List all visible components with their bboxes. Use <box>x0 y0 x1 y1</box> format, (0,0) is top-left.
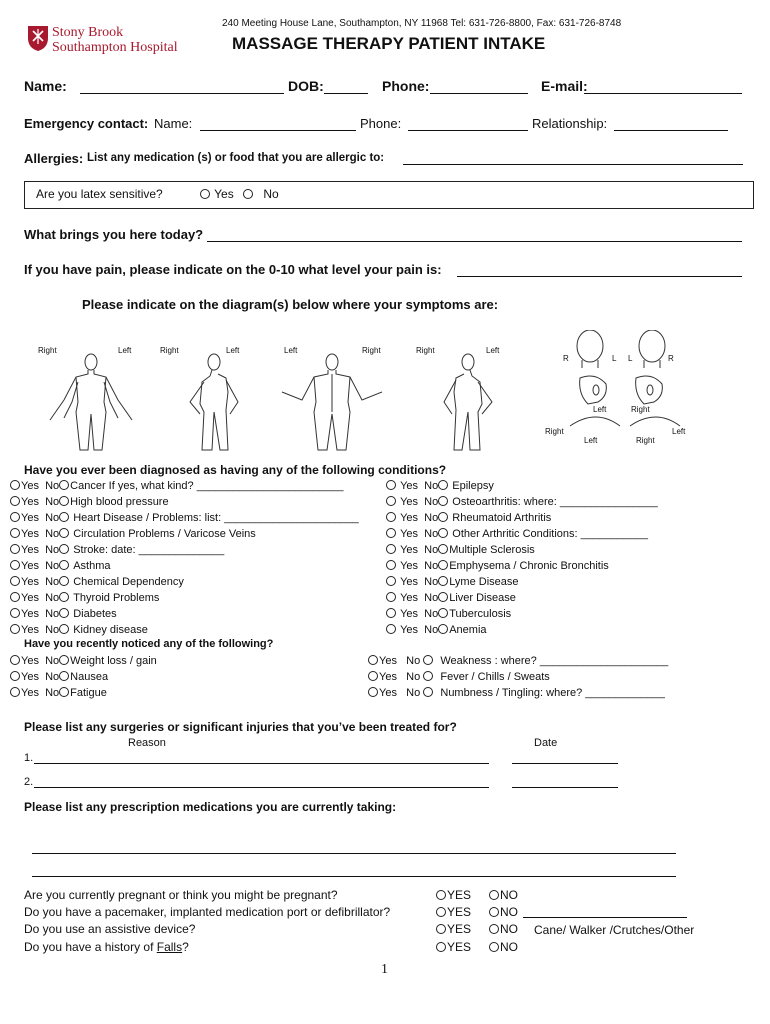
condition-asthma: Asthma <box>73 560 111 572</box>
pain-level-field[interactable] <box>457 276 742 277</box>
latex-no-label: No <box>263 187 279 201</box>
condition-row-left: Yes No Thyroid Problems <box>10 591 159 606</box>
condition-row-right: Yes No Anemia <box>386 623 487 638</box>
recent-weakness: Weakness : where? _____________________ <box>440 655 669 667</box>
assistive-no-radio[interactable] <box>489 924 499 934</box>
condition-row-left: Yes No Circulation Problems / Varicose Veins <box>10 527 256 542</box>
recent-no-radio[interactable] <box>59 687 69 697</box>
assistive-device-options: Cane/ Walker /Crutches/Other <box>534 923 695 937</box>
condition-no-radio[interactable] <box>438 480 448 490</box>
recent-yes-radio[interactable] <box>368 671 378 681</box>
emergency-phone-field[interactable] <box>408 130 528 131</box>
condition-multiple-sclerosis: Multiple Sclerosis <box>449 544 535 556</box>
jaw2-right-label: Right <box>636 436 655 445</box>
pain-level-label: If you have pain, please indicate on the 0-10 what level your pain is: <box>24 262 442 277</box>
recent-fatigue: Fatigue <box>70 687 107 699</box>
emergency-phone-label: Phone: <box>360 116 402 131</box>
condition-no-radio[interactable] <box>59 528 69 538</box>
condition-no-radio[interactable] <box>438 512 448 522</box>
assistive-device-question: Do you use an assistive device? <box>24 922 196 936</box>
phone-label: Phone: <box>382 78 430 94</box>
condition-liver-disease: Liver Disease <box>449 592 516 604</box>
condition-yes-radio[interactable] <box>10 544 20 554</box>
recent-yes-radio[interactable] <box>10 671 20 681</box>
condition-no-radio[interactable] <box>438 544 448 554</box>
condition-anemia: Anemia <box>449 624 487 636</box>
condition-row-left: Yes No High blood pressure <box>10 495 169 510</box>
surgery-2-date-field[interactable] <box>512 787 618 788</box>
recent-yes-radio[interactable] <box>368 687 378 697</box>
condition-row-left: Yes No Stroke: date: ______________ <box>10 543 224 558</box>
body-front-diagram[interactable] <box>36 352 146 454</box>
condition-no-radio[interactable] <box>438 560 448 570</box>
condition-chemical-dependency: Chemical Dependency <box>73 576 184 588</box>
page-number: 1 <box>381 962 388 977</box>
head-diagrams[interactable] <box>566 330 686 440</box>
condition-rheumatoid-arthritis: Rheumatoid Arthritis <box>452 512 552 524</box>
condition-yes-radio[interactable] <box>386 480 396 490</box>
condition-yes-radio[interactable] <box>10 480 20 490</box>
diagram-prompt: Please indicate on the diagram(s) below where your symptoms are: <box>82 297 499 312</box>
condition-yes-radio[interactable] <box>10 624 20 634</box>
falls-question: Do you have a history of Falls? <box>24 940 189 954</box>
fig4-left-label: Left <box>486 346 500 355</box>
condition-row-right: Yes No Epilepsy <box>386 479 494 494</box>
name-label: Name: <box>24 78 67 94</box>
dob-label: DOB: <box>288 78 324 94</box>
condition-row-right: Yes No Osteoarthritis: where: ________________ <box>386 495 658 510</box>
condition-row-right: Yes No Emphysema / Chronic Bronchitis <box>386 559 609 574</box>
condition-emphysema: Emphysema / Chronic Bronchitis <box>449 560 609 572</box>
medications-field-2[interactable] <box>32 876 676 877</box>
pregnant-no-radio[interactable] <box>489 890 499 900</box>
condition-no-radio[interactable] <box>438 496 448 506</box>
condition-row-right: Yes No Other Arthritic Conditions: ___________ <box>386 527 648 542</box>
recent-no-radio[interactable] <box>423 671 433 681</box>
condition-yes-radio[interactable] <box>10 496 20 506</box>
email-field[interactable] <box>584 93 742 94</box>
condition-row-left: Yes No Diabetes <box>10 607 117 622</box>
assistive-answers: YES NO <box>436 922 518 936</box>
condition-yes-radio[interactable] <box>386 560 396 570</box>
recent-row-right: Yes No Numbness / Tingling: where? _____________ <box>368 686 665 701</box>
condition-yes-radio[interactable] <box>386 544 396 554</box>
condition-no-radio[interactable] <box>59 624 69 634</box>
recent-row-right: Yes No Weakness : where? _____________________ <box>368 654 668 669</box>
recent-no-radio[interactable] <box>59 655 69 665</box>
emergency-name-label: Name: <box>154 116 193 131</box>
condition-row-left: Yes No Kidney disease <box>10 623 148 638</box>
allergies-label: Allergies: <box>24 151 84 166</box>
recent-yes-radio[interactable] <box>10 687 20 697</box>
condition-no-radio[interactable] <box>59 576 69 586</box>
condition-no-radio[interactable] <box>59 592 69 602</box>
jaw2-left-label: Left <box>672 427 686 436</box>
condition-yes-radio[interactable] <box>386 528 396 538</box>
recent-yes-radio[interactable] <box>10 655 20 665</box>
falls-answers: YES NO <box>436 940 518 954</box>
condition-row-left: Yes No Cancer If yes, what kind? ________________________ <box>10 479 344 494</box>
surgeries-heading: Please list any surgeries or significant injuries that you’ve been treated for? <box>24 720 457 734</box>
condition-tuberculosis: Tuberculosis <box>449 608 512 620</box>
condition-no-radio[interactable] <box>59 608 69 618</box>
recent-row-right: Yes No Fever / Chills / Sweats <box>368 670 550 685</box>
condition-yes-radio[interactable] <box>386 576 396 586</box>
fig1-left-label: Left <box>118 346 132 355</box>
condition-no-radio[interactable] <box>438 576 448 586</box>
condition-row-right: Yes No Tuberculosis <box>386 607 511 622</box>
condition-yes-radio[interactable] <box>10 512 20 522</box>
recent-fever: Fever / Chills / Sweats <box>440 671 550 683</box>
condition-cancer: Cancer If yes, what kind? ________________________ <box>70 480 344 492</box>
condition-diabetes: Diabetes <box>73 608 117 620</box>
assistive-yes-radio[interactable] <box>436 924 446 934</box>
condition-no-radio[interactable] <box>59 560 69 570</box>
condition-yes-radio[interactable] <box>386 512 396 522</box>
body-side-diagram-left[interactable] <box>422 352 512 454</box>
condition-other-arthritic: Other Arthritic Conditions: ___________ <box>452 528 648 540</box>
recent-no-radio[interactable] <box>423 655 433 665</box>
surgeries-reason-header: Reason <box>128 737 166 749</box>
surgery-1-reason-field[interactable] <box>34 763 489 764</box>
fig3-right-label: Right <box>362 346 381 355</box>
falls-link[interactable]: Falls <box>156 940 183 954</box>
condition-yes-radio[interactable] <box>386 592 396 602</box>
condition-epilepsy: Epilepsy <box>452 480 494 492</box>
head-right-label: Right <box>631 405 650 414</box>
condition-circulation: Circulation Problems / Varicose Veins <box>73 528 256 540</box>
condition-no-radio[interactable] <box>59 496 69 506</box>
latex-question: Are you latex sensitive? <box>36 187 163 201</box>
condition-kidney: Kidney disease <box>73 624 148 636</box>
condition-row-right: Yes No Liver Disease <box>386 591 516 606</box>
condition-row-left: Yes No Heart Disease / Problems: list: ______________________ <box>10 511 359 526</box>
condition-yes-radio[interactable] <box>10 528 20 538</box>
recent-weight-loss: Weight loss / gain <box>70 655 157 667</box>
recent-heading: Have you recently noticed any of the following? <box>24 638 274 650</box>
condition-thyroid: Thyroid Problems <box>73 592 160 604</box>
recent-nausea: Nausea <box>70 671 109 683</box>
condition-no-radio[interactable] <box>59 512 69 522</box>
hospital-logo-icon <box>26 24 50 52</box>
logo-line-1: Stony Brook <box>52 25 124 40</box>
pregnant-question: Are you currently pregnant or think you might be pregnant? <box>24 888 338 902</box>
condition-yes-radio[interactable] <box>10 592 20 602</box>
fig4-right-label: Right <box>416 346 435 355</box>
fig1-right-label: Right <box>38 346 57 355</box>
head-l2-label: L <box>628 354 633 363</box>
condition-no-radio[interactable] <box>59 544 69 554</box>
pregnant-answers: YES NO <box>436 888 518 902</box>
condition-no-radio[interactable] <box>59 480 69 490</box>
emergency-contact-label: Emergency contact: <box>24 116 149 131</box>
email-label: E-mail: <box>541 78 588 94</box>
surgery-1-number: 1. <box>24 752 34 764</box>
medications-heading: Please list any prescription medications you are currently taking: <box>24 800 397 814</box>
pacemaker-yes-radio[interactable] <box>436 907 446 917</box>
condition-row-left: Yes No Asthma <box>10 559 111 574</box>
relationship-field[interactable] <box>614 130 728 131</box>
falls-no-radio[interactable] <box>489 942 499 952</box>
condition-high-blood-pressure: High blood pressure <box>70 496 169 508</box>
page-title: MASSAGE THERAPY PATIENT INTAKE <box>232 34 546 53</box>
condition-no-radio[interactable] <box>438 592 448 602</box>
head-left-label: Left <box>593 405 607 414</box>
phone-field[interactable] <box>430 93 528 94</box>
condition-row-left: Yes No Chemical Dependency <box>10 575 184 590</box>
head-l-label: L <box>612 354 617 363</box>
body-back-diagram[interactable] <box>272 352 392 454</box>
condition-row-right: Yes No Multiple Sclerosis <box>386 543 535 558</box>
pacemaker-answers: YES NO <box>436 905 518 919</box>
condition-yes-radio[interactable] <box>10 576 20 586</box>
condition-lyme-disease: Lyme Disease <box>449 576 519 588</box>
surgery-1-date-field[interactable] <box>512 763 618 764</box>
fig2-right-label: Right <box>160 346 179 355</box>
surgeries-date-header: Date <box>534 737 558 749</box>
condition-row-right: Yes No Rheumatoid Arthritis <box>386 511 551 526</box>
fig3-left-label: Left <box>284 346 298 355</box>
condition-no-radio[interactable] <box>438 608 448 618</box>
pregnant-yes-radio[interactable] <box>436 890 446 900</box>
fig2-left-label: Left <box>226 346 240 355</box>
condition-no-radio[interactable] <box>438 528 448 538</box>
head-r2-label: R <box>668 354 674 363</box>
jaw-left-label: Left <box>584 436 598 445</box>
condition-yes-radio[interactable] <box>10 560 20 570</box>
condition-yes-radio[interactable] <box>10 608 20 618</box>
visit-reason-field[interactable] <box>207 241 742 242</box>
jaw-right-label: Right <box>545 427 564 436</box>
falls-yes-radio[interactable] <box>436 942 446 952</box>
condition-stroke: Stroke: date: ______________ <box>73 544 225 556</box>
condition-no-radio[interactable] <box>438 624 448 634</box>
allergies-field[interactable] <box>403 164 743 165</box>
head-r-label: R <box>563 354 569 363</box>
recent-numbness: Numbness / Tingling: where? _____________ <box>440 687 665 699</box>
recent-row-left: Yes No Nausea <box>10 670 108 685</box>
conditions-heading: Have you ever been diagnosed as having any of the following conditions? <box>24 463 447 477</box>
body-side-diagram-right[interactable] <box>170 352 260 454</box>
latex-no-radio[interactable] <box>243 189 253 199</box>
recent-no-radio[interactable] <box>59 671 69 681</box>
relationship-label: Relationship: <box>532 116 608 131</box>
condition-row-right: Yes No Lyme Disease <box>386 575 519 590</box>
recent-no-radio[interactable] <box>423 687 433 697</box>
surgery-2-number: 2. <box>24 776 34 788</box>
allergies-prompt: List any medication (s) or food that you are allergic to: <box>87 152 385 164</box>
condition-yes-radio[interactable] <box>386 496 396 506</box>
medications-field-1[interactable] <box>32 853 676 854</box>
hospital-address: 240 Meeting House Lane, Southampton, NY 11968 Tel: 631-726-8800, Fax: 631-726-8748 <box>222 18 622 29</box>
logo-line-2: Southampton Hospital <box>52 40 178 55</box>
surgery-2-reason-field[interactable] <box>34 787 489 788</box>
condition-osteoarthritis: Osteoarthritis: where: ________________ <box>452 496 658 508</box>
visit-reason-label: What brings you here today? <box>24 227 204 242</box>
emergency-name-field[interactable] <box>200 130 356 131</box>
pacemaker-question: Do you have a pacemaker, implanted medication port or defibrillator? <box>24 905 391 919</box>
pacemaker-detail-field[interactable] <box>523 917 687 918</box>
latex-yes-radio[interactable] <box>200 189 210 199</box>
condition-yes-radio[interactable] <box>386 624 396 634</box>
recent-row-left: Yes No Fatigue <box>10 686 107 701</box>
latex-yes-label: Yes <box>214 187 234 201</box>
pacemaker-no-radio[interactable] <box>489 907 499 917</box>
condition-heart-disease: Heart Disease / Problems: list: ______________________ <box>73 512 359 524</box>
dob-field[interactable] <box>324 93 368 94</box>
recent-yes-radio[interactable] <box>368 655 378 665</box>
name-field[interactable] <box>80 93 284 94</box>
recent-row-left: Yes No Weight loss / gain <box>10 654 157 669</box>
condition-yes-radio[interactable] <box>386 608 396 618</box>
